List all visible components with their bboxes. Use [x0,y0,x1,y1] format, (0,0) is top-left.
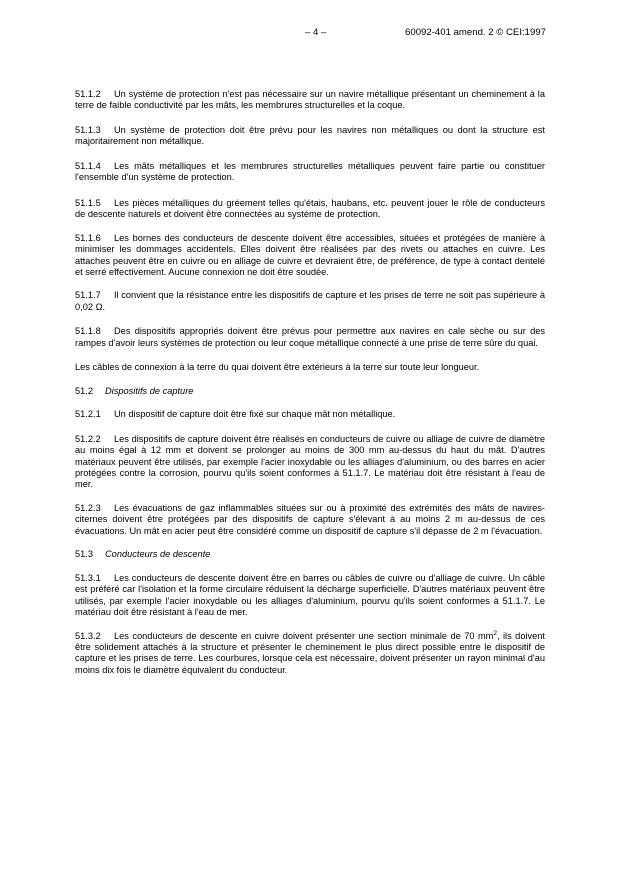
clause-text: Un système de protection n'est pas nécessaire sur un navire métallique présentant un cheminement à la terre de faible conductivité par les mâts, les membrures structurelles et la coque. [75,89,545,111]
section-number: 51.3 [75,549,94,560]
clause-number: 51.3.1 [75,572,101,583]
clause-51-2-2 [75,434,545,491]
clause-number: 51.1.3 [75,124,101,135]
clause-number: 51.1.7 [75,290,101,301]
superscript-exponent: 2 [493,629,497,637]
clause-text-end: , ils doivent être solidement attachés à la structure et présenter le cheminement le plus direct possible entre le dispositif de capture et les prises de terre. Les courbures, lorsque cela est nécessaire, doivent présenter un rayon minimal d'au moins dix fois le diamètre équivalent du conducteur. [75,630,545,675]
clause-51-2-1 [75,409,545,420]
clause-text: Les bornes des conducteurs de descente doivent être accessibles, situées et protégées de manière à minimiser les dommages accidentels. Elles doivent être réalisées par des rivets ou attaches en cuivre. Les attaches peuvent être en cuivre ou en alliage de cuivre et devraient être, de préférence, de type à contact dentelé et serré effectivement. Aucune connexion ne doit être soudée. [75,232,545,277]
section-heading-51-3 [75,549,545,560]
clause-number: 51.2.3 [75,502,101,513]
clause-number: 51.2.2 [75,433,101,444]
clause-text: Un système de protection doit être prévu pour les navires non métalliques ou dont la structure est majoritairement non métallique. [75,124,545,147]
section-title: Conducteurs de descente [105,549,211,560]
clause-51-1-2 [75,89,545,112]
clause-51-1-4 [75,161,545,184]
shore-connection-paragraph [75,362,545,373]
clause-text: Des dispositifs appropriés doivent être prévus pour permettre aux navires en cale sèche ou sur des rampes d'avoir leurs systèmes de protection ou leur coque métallique connecté à une prise de terre sûre du quai. [75,326,545,348]
clause-text: Les conducteurs de descente doivent être en barres ou câbles de cuivre ou d'alliage de cuivre. Un câble est préféré car l'isolation et la forme circulaire réduisent la décharge superficielle. D'autres matériaux peuvent être utilisés, par exemple l'acier inoxydable ou les alliages d'aluminium, pourvu qu'ils soient conformes à 51.1.7. Le matériau doit être résistant à l'eau de mer. [75,572,545,618]
document-body [75,89,545,676]
page-number: – 4 – [305,27,327,38]
clause-number: 51.1.6 [75,232,101,243]
clause-51-1-3 [75,125,545,148]
clause-51-1-6 [75,233,545,279]
clause-number: 51.3.2 [75,630,101,641]
clause-51-2-3 [75,503,545,537]
clause-text: Les pièces métalliques du gréement telles qu'étais, haubans, etc. peuvent jouer le rôle de conducteurs de descente naturels et doivent être connectées au système de protection. [75,197,545,220]
clause-text: Les évacuations de gaz inflammables situées sur ou à proximité des extrémités des mâts de navires-citernes doivent être protégées par des dispositifs de capture s'élevant à au moins 2 m au-dessus de ces évacuations. Un mât en acier peut être considéré comme un dispositif de capture s'il dépasse de 2 m l'évacuation. [75,502,545,536]
paragraph-text: Les câbles de connexion à la terre du quai doivent être extérieurs à la terre sur toute leur longueur. [75,362,480,373]
clause-number: 51.1.8 [75,326,101,337]
clause-number: 51.1.4 [75,160,101,171]
clause-text: Il convient que la résistance entre les dispositifs de capture et les prises de terre ne soit pas supérieure à 0,02 Ω. [75,290,545,312]
clause-text-start: Les conducteurs de descente en cuivre doivent présenter une section minimale de 70 mm [114,630,494,641]
clause-number: 51.2.1 [75,409,101,420]
section-number: 51.2 [75,385,94,396]
section-heading-51-2 [75,386,545,397]
clause-text: Les mâts métalliques et les membrures structurelles métalliques peuvent faire partie ou constituer l'ensemble d'un système de protection. [75,160,545,183]
document-reference: 60092-401 amend. 2 © CEI:1997 [405,27,546,38]
clause-text: Les dispositifs de capture doivent être réalisés en conducteurs de cuivre ou alliage de cuivre de diamètre au moins égal à 12 mm et doivent se prolonger au moins de 300 mm au-dessus du haut du mât. D'autres matériaux peuvent être utilisés, par exemple l'acier inoxydable ou les alliages d'aluminium, ou des barres en acier protégées contre la corrosion, pourvu qu'ils soient conformes à 51.1.7. Le matériau doit être résistant à l'eau de mer. [75,433,545,490]
clause-text: Un dispositif de capture doit être fixé sur chaque mât non métallique. [114,409,396,420]
clause-number: 51.1.5 [75,197,101,208]
clause-51-1-5 [75,198,545,221]
section-title: Dispositifs de capture [105,385,194,396]
clause-51-3-2 [75,631,545,677]
clause-51-1-7 [75,290,545,313]
clause-number: 51.1.2 [75,89,101,99]
clause-51-3-1 [75,573,545,619]
page-header [0,27,619,41]
clause-51-1-8 [75,326,545,349]
